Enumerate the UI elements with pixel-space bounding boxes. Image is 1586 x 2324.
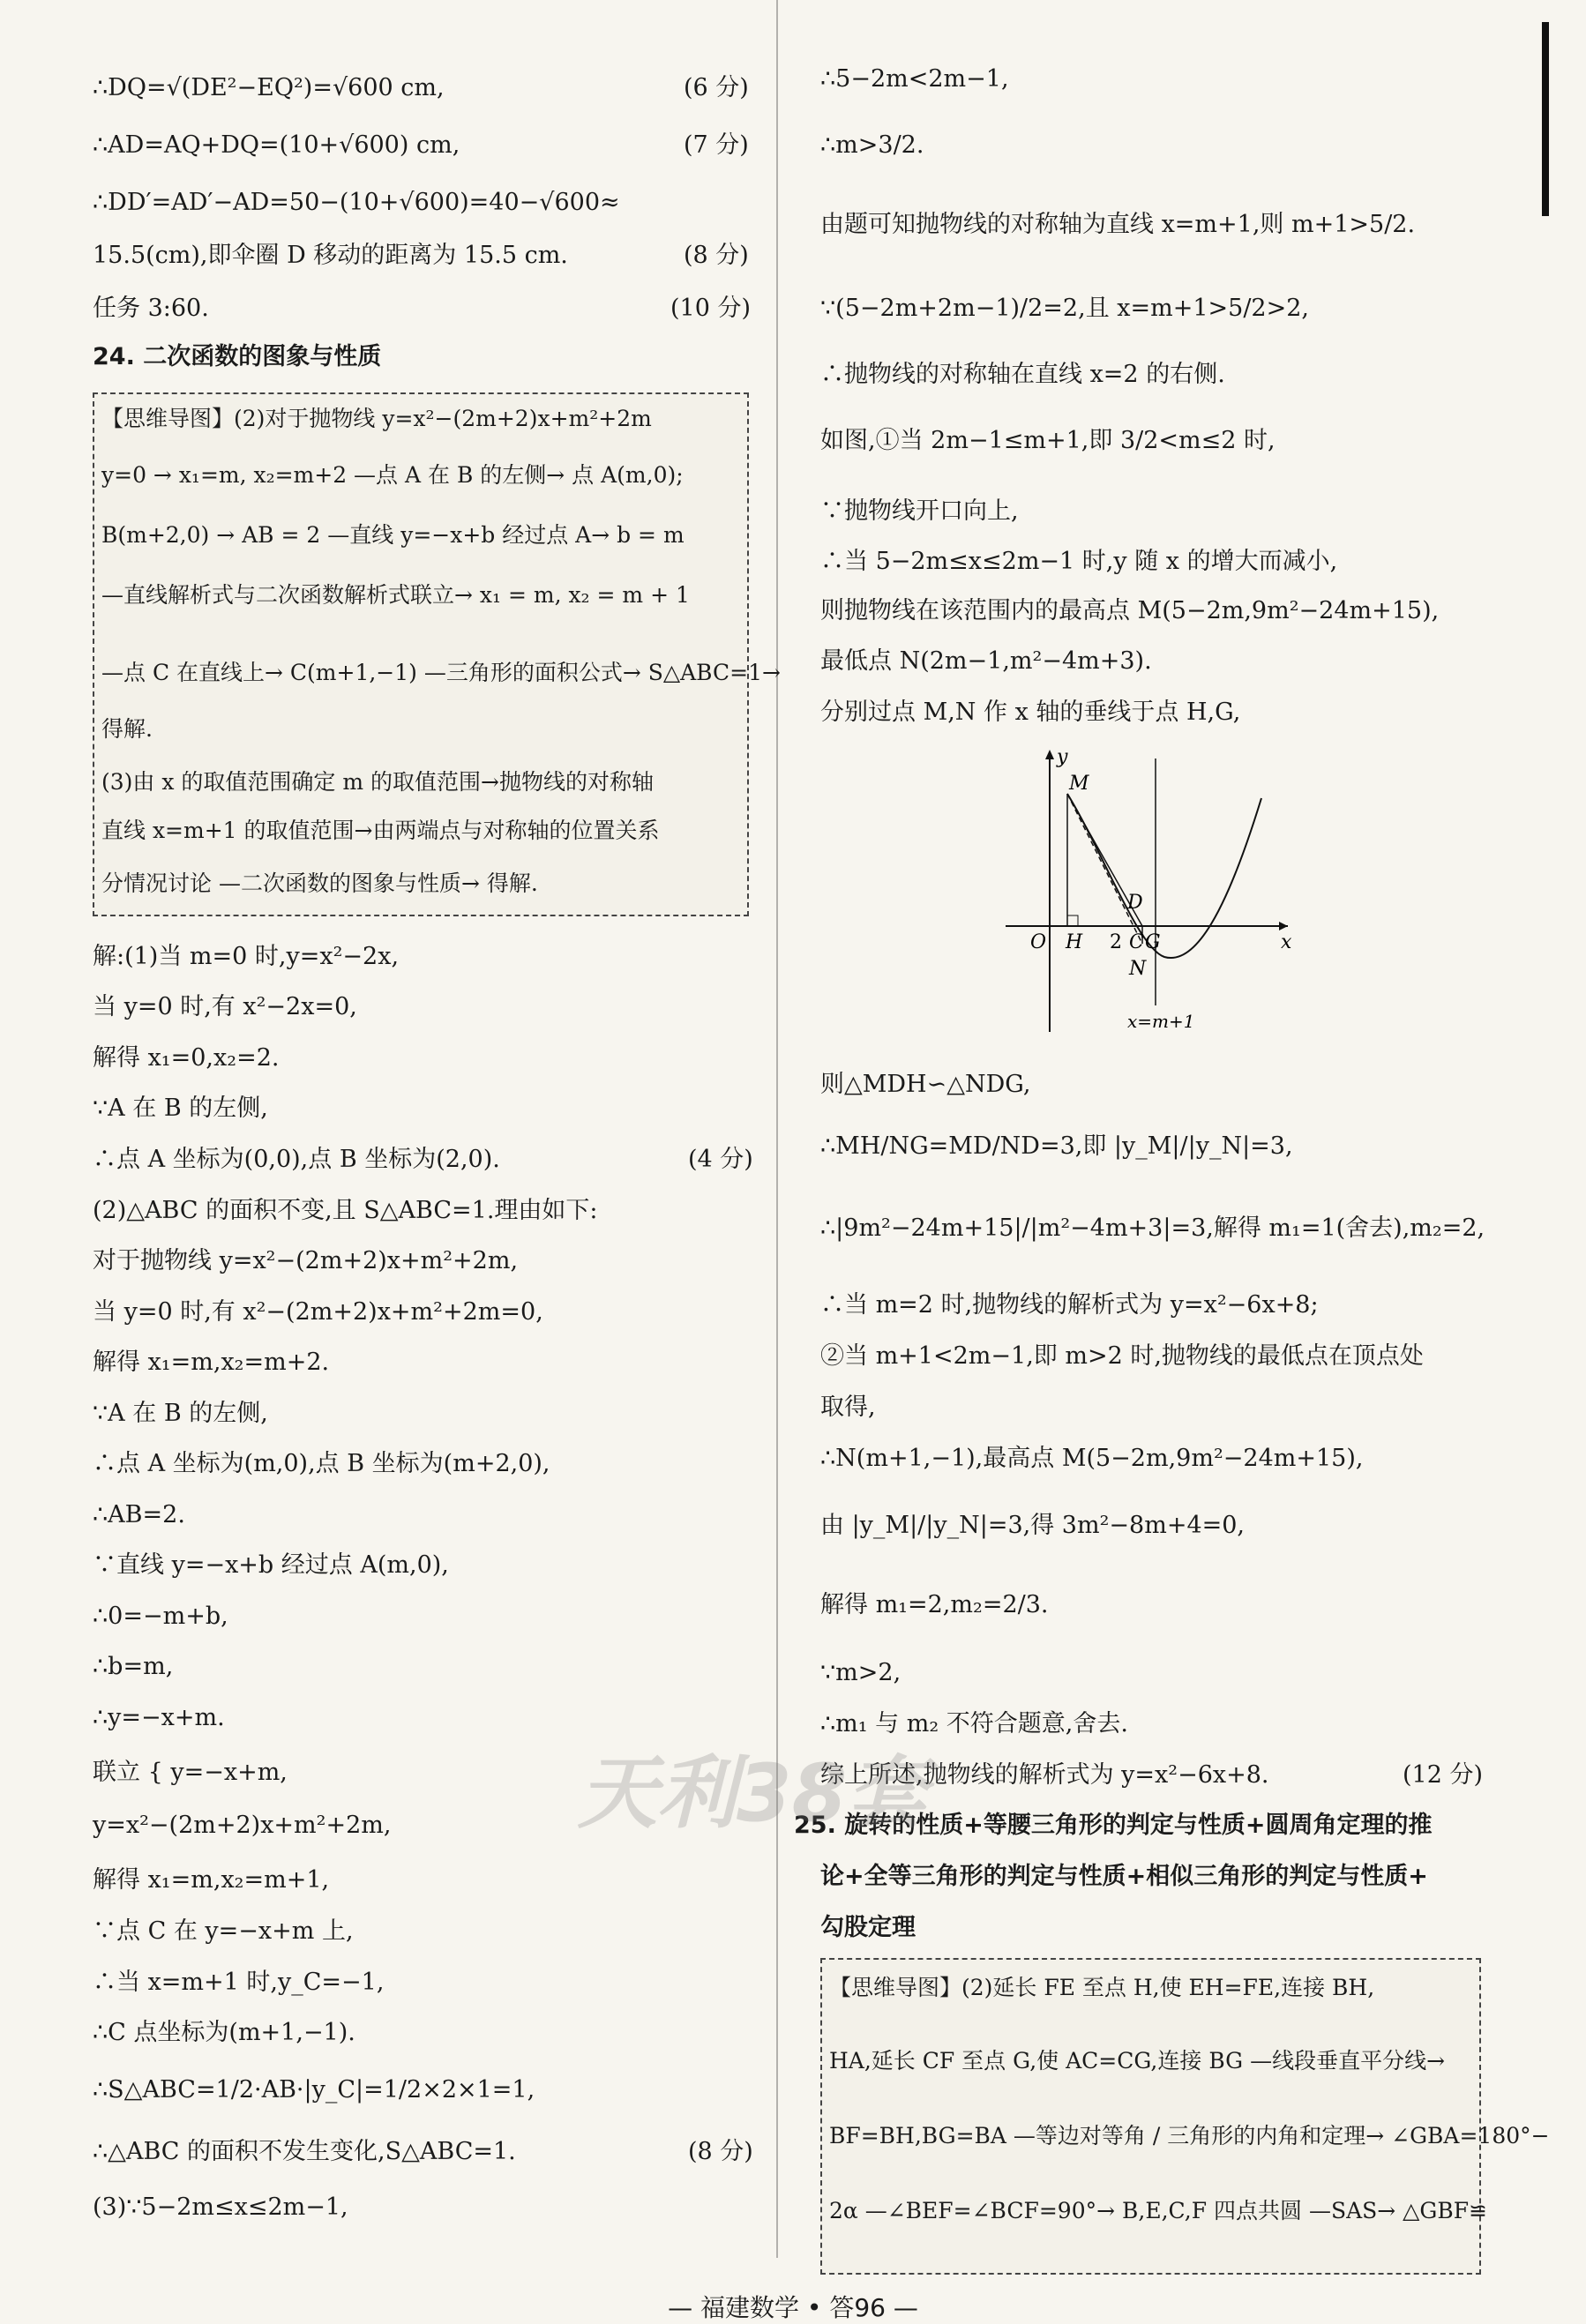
text-line: ∴MH/NG=MD/ND=3,即 |y_M|/|y_N|=3, <box>820 1132 1293 1160</box>
mindmap-line: 【思维导图】(2)延长 FE 至点 H,使 EH=FE,连接 BH, <box>829 1975 1375 2000</box>
text-line: ∴AD=AQ+DQ=(10+√600) cm, <box>93 131 460 159</box>
mindmap-line: B(m+2,0) → AB = 2 —直线 y=−x+b 经过点 A→ b = m <box>101 522 685 548</box>
score: (10 分) <box>670 295 752 322</box>
solution-line: (3)∵5−2m≤x≤2m−1, <box>93 2193 348 2221</box>
score: (12 分) <box>1403 1761 1484 1789</box>
fig-label: G <box>1145 931 1161 953</box>
text-line: 15.5(cm),即伞圈 D 移动的距离为 15.5 cm. <box>93 242 568 269</box>
mindmap-line: (3)由 x 的取值范围确定 m 的取值范围→抛物线的对称轴 <box>101 769 654 795</box>
solution-line: 对于抛物线 y=x²−(2m+2)x+m²+2m, <box>93 1247 519 1274</box>
solution-line: 解得 x₁=m,x₂=m+1, <box>93 1866 330 1894</box>
text-line: ∴当 m=2 时,抛物线的解析式为 y=x²−6x+8; <box>820 1291 1319 1319</box>
solution-line: ∵直线 y=−x+b 经过点 A(m,0), <box>93 1551 449 1579</box>
q25-heading: 论+全等三角形的判定与性质+相似三角形的判定与性质+ <box>820 1863 1428 1890</box>
text-line: ∴5−2m<2m−1, <box>820 65 1009 93</box>
fig-label: y <box>1057 746 1068 768</box>
solution-line: ∴点 A 坐标为(0,0),点 B 坐标为(2,0). <box>93 1146 500 1173</box>
edge-marker <box>1542 22 1549 216</box>
text-line: 如图,①当 2m−1≤m+1,即 3/2<m≤2 时, <box>820 427 1276 454</box>
solution-line: ∴△ABC 的面积不发生变化,S△ABC=1. <box>93 2138 516 2165</box>
score: (7 分) <box>684 131 749 159</box>
solution-line: ∴S△ABC=1/2·AB·|y_C|=1/2×2×1=1, <box>93 2076 535 2104</box>
text-line: 分别过点 M,N 作 x 轴的垂线于点 H,G, <box>820 699 1241 726</box>
text-line: ∴DD′=AD′−AD=50−(10+√600)=40−√600≈ <box>93 189 620 216</box>
fig-label: x=m+1 <box>1127 1011 1195 1032</box>
solution-line: ∴C 点坐标为(m+1,−1). <box>93 2019 355 2046</box>
score: (6 分) <box>684 74 749 101</box>
mindmap-line: HA,延长 CF 至点 G,使 AC=CG,连接 BG —线段垂直平分线→ <box>829 2048 1446 2074</box>
mindmap-box <box>93 392 781 916</box>
watermark: 天利38套 <box>578 1747 927 1840</box>
text-line: ∴|9m²−24m+15|/|m²−4m+3|=3,解得 m₁=1(舍去),m₂=2, <box>820 1214 1485 1242</box>
mindmap-line: 【思维导图】(2)对于抛物线 y=x²−(2m+2)x+m²+2m <box>101 406 652 431</box>
fig-label: 2 <box>1110 931 1122 953</box>
fig-label: H <box>1066 931 1083 953</box>
solution-line: 当 y=0 时,有 x²−(2m+2)x+m²+2m=0, <box>93 1298 543 1326</box>
solution-line: 解:(1)当 m=0 时,y=x²−2x, <box>93 943 400 970</box>
text-line: 则抛物线在该范围内的最高点 M(5−2m,9m²−24m+15), <box>820 597 1440 624</box>
fig-label: O <box>1030 931 1047 953</box>
text-line: 由题可知抛物线的对称轴为直线 x=m+1,则 m+1>5/2. <box>820 211 1416 238</box>
text-line: 取得, <box>820 1394 876 1421</box>
solution-line: (2)△ABC 的面积不变,且 S△ABC=1.理由如下: <box>93 1197 598 1224</box>
score: (8 分) <box>688 2138 753 2165</box>
mindmap-box-25 <box>820 1958 1550 2275</box>
solution-line: y=x²−(2m+2)x+m²+2m, <box>93 1812 392 1839</box>
solution-line: 解得 x₁=m,x₂=m+2. <box>93 1349 330 1376</box>
solution-line: ∴y=−x+m. <box>93 1704 225 1731</box>
text-line: 由 |y_M|/|y_N|=3,得 3m²−8m+4=0, <box>820 1512 1246 1539</box>
solution-line: 当 y=0 时,有 x²−2x=0, <box>93 993 357 1020</box>
fig-label: M <box>1069 773 1089 795</box>
solution-line: ∴b=m, <box>93 1653 174 1680</box>
fig-label: D <box>1127 892 1143 914</box>
solution-line: ∴0=−m+b, <box>93 1603 228 1630</box>
text-line: ∵m>2, <box>820 1659 901 1686</box>
solution-line: ∵A 在 B 的左侧, <box>93 1400 268 1427</box>
column-divider <box>776 0 778 2258</box>
text-line: ∴N(m+1,−1),最高点 M(5−2m,9m²−24m+15), <box>820 1445 1364 1472</box>
page-footer: — 福建数学 • 答96 — <box>668 2293 918 2322</box>
mindmap-line: BF=BH,BG=BA —等边对等角 / 三角形的内角和定理→ ∠GBA=180°− <box>829 2123 1550 2148</box>
text-line: ∴抛物线的对称轴在直线 x=2 的右侧. <box>820 361 1225 388</box>
solution-line: ∴AB=2. <box>93 1501 185 1528</box>
text-line: ∴m>3/2. <box>820 131 924 159</box>
mindmap-line: 得解. <box>101 716 153 742</box>
text-line: 最低点 N(2m−1,m²−4m+3). <box>820 647 1152 675</box>
text-line: 任务 3:60. <box>93 295 209 322</box>
text-line: ∴DQ=√(DE²−EQ²)=√600 cm, <box>93 74 445 101</box>
text-line: ∴当 5−2m≤x≤2m−1 时,y 随 x 的增大而减小, <box>820 548 1338 575</box>
mindmap-line: y=0 → x₁=m, x₂=m+2 —点 A 在 B 的左侧→ 点 A(m,0); <box>101 462 684 488</box>
mindmap-line: —点 C 在直线上→ C(m+1,−1) —三角形的面积公式→ S△ABC=1→ <box>101 660 781 685</box>
fig-label: C <box>1129 931 1144 953</box>
solution-line: 解得 x₁=0,x₂=2. <box>93 1044 280 1072</box>
mindmap-line: 分情况讨论 —二次函数的图象与性质→ 得解. <box>101 871 538 896</box>
solution-line: ∴当 x=m+1 时,y_C=−1, <box>93 1969 385 1996</box>
q24-heading: 24. 二次函数的图象与性质 <box>93 343 382 370</box>
solution-line: ∵A 在 B 的左侧, <box>93 1095 268 1122</box>
q25-heading: 勾股定理 <box>820 1914 916 1941</box>
fig-label: x <box>1281 931 1292 953</box>
text-line: ②当 m+1<2m−1,即 m>2 时,抛物线的最低点在顶点处 <box>820 1342 1424 1370</box>
text-line: 综上所述,抛物线的解析式为 y=x²−6x+8. <box>820 1761 1269 1789</box>
parabola-figure <box>1006 745 1305 1036</box>
text-line: ∵抛物线开口向上, <box>820 497 1019 525</box>
text-line: 则△MDH∽△NDG, <box>820 1071 1031 1098</box>
mindmap-line: 直线 x=m+1 的取值范围→由两端点与对称轴的位置关系 <box>101 818 660 843</box>
fig-label: N <box>1129 958 1147 980</box>
text-line: 解得 m₁=2,m₂=2/3. <box>820 1591 1049 1618</box>
text-line: ∴m₁ 与 m₂ 不符合题意,舍去. <box>820 1710 1128 1737</box>
mindmap-line: 2α —∠BEF=∠BCF=90°→ B,E,C,F 四点共圆 —SAS→ △GBF≌ <box>829 2198 1488 2223</box>
solution-line: ∴点 A 坐标为(m,0),点 B 坐标为(m+2,0), <box>93 1450 550 1477</box>
q25-heading: 25. 旋转的性质+等腰三角形的判定与性质+圆周角定理的推 <box>794 1812 1433 1839</box>
score: (8 分) <box>684 242 749 269</box>
score: (4 分) <box>688 1146 753 1173</box>
mindmap-line: —直线解析式与二次函数解析式联立→ x₁ = m, x₂ = m + 1 <box>101 582 690 608</box>
text-line: ∵(5−2m+2m−1)/2=2,且 x=m+1>5/2>2, <box>820 295 1309 322</box>
solution-line: ∵点 C 在 y=−x+m 上, <box>93 1917 354 1945</box>
solution-line: 联立 { y=−x+m, <box>93 1759 288 1786</box>
